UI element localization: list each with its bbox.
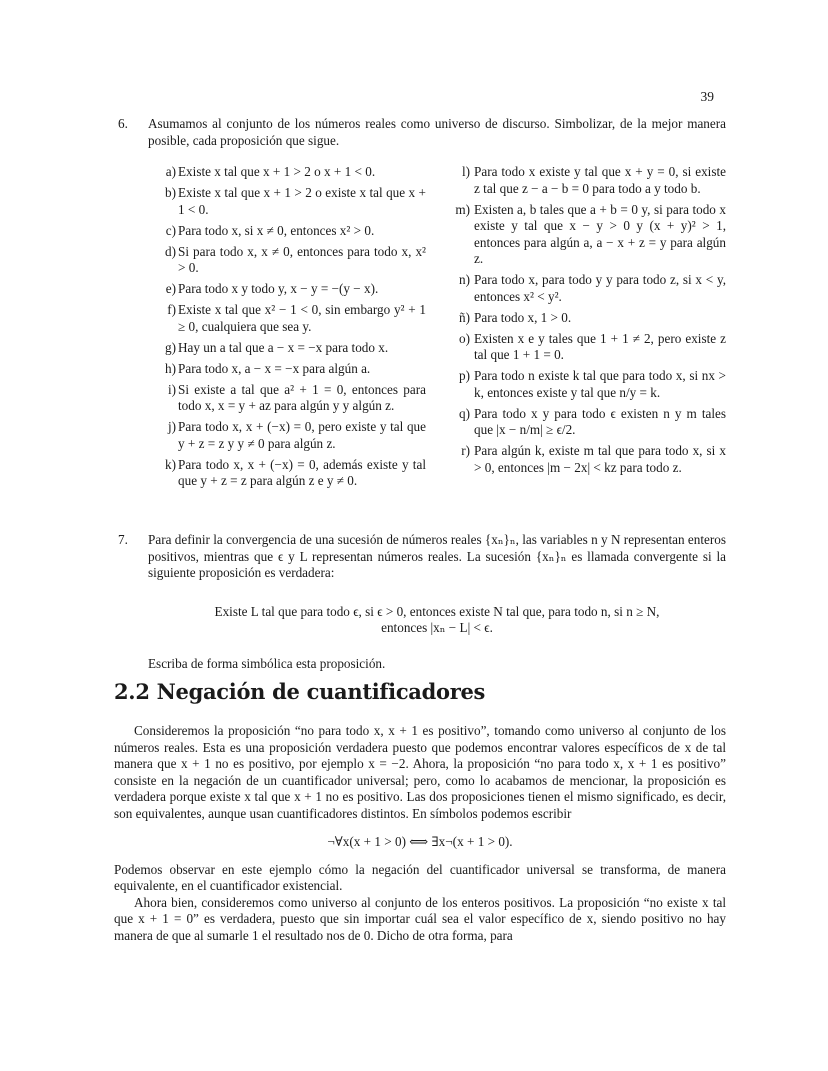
item-label: c) xyxy=(165,222,176,238)
item-text: Para todo x, x + (−x) = 0, pero existe y tal que y + z = z y y ≠ 0 para algún z. xyxy=(178,419,426,451)
list-item xyxy=(158,244,426,277)
list-item xyxy=(158,164,426,181)
item-label: r) xyxy=(461,443,470,458)
item-label: n) xyxy=(459,272,470,287)
item-label: b) xyxy=(165,185,176,200)
list-item xyxy=(158,340,426,357)
item-label: f) xyxy=(167,302,176,317)
exercise-number: 6. xyxy=(118,116,128,131)
list-item xyxy=(448,443,726,476)
item-text: Para todo x, si x ≠ 0, entonces x² > 0. xyxy=(178,222,375,238)
item-text: Hay un a tal que a − x = −x para todo x. xyxy=(178,339,389,355)
item-text: Existen x e y tales que 1 + 1 ≠ 2, pero existe z tal que 1 + 1 = 0. xyxy=(474,330,726,362)
item-text: Para todo n existe k tal que para todo x, si nx > k, entonces existe y tal que n/y = k. xyxy=(474,368,726,400)
page-number: 39 xyxy=(700,89,714,104)
item-text: Para algún k, existe m tal que para todo x, si x > 0, entonces |m − 2x| < kz para todo z. xyxy=(474,443,726,475)
paragraph: Consideremos la proposición “no para todo x, x + 1 es positivo”, tomando como universo al conjunto de los números reales. Esta es una proposición verdadera puesto que podemos encontrar valores específicos de x de tal manera que x + 1 no es positivo, por ejemplo x = −2. Ahora, la proposición “no para todo x, x + 1 es positivo” consiste en la negación de un cuantificador universal; pero, como lo acabamos de mencionar, la proposición es verdadera porque existe x tal que x + 1 no es positivo. Las dos proposiciones tienen el mismo significado, es decir, son equivalentes, aunque usan cuantificadores distintos. En símbolos podemos escribir xyxy=(114,723,726,821)
item-label: j) xyxy=(167,419,176,434)
formula: ¬∀x(x + 1 > 0) ⟺ ∃x¬(x + 1 > 0). xyxy=(327,834,513,849)
list-item xyxy=(448,368,726,401)
item-label: p) xyxy=(459,368,470,383)
item-label: d) xyxy=(165,243,176,259)
list-item xyxy=(158,223,426,240)
definition-line: entonces |xₙ − L| < ϵ. xyxy=(381,620,493,635)
item-text: Para todo x, para todo y y para todo z, si x < y, entonces x² < y². xyxy=(474,272,726,304)
item-text: Para todo x existe y tal que x + y = 0, si existe z tal que z − a − b = 0 para todo a y todo b. xyxy=(474,164,726,196)
list-item xyxy=(158,361,426,378)
right-column xyxy=(448,164,726,494)
item-text: Para todo x, x + (−x) = 0, además existe y tal que y + z = z para algún z e y ≠ 0. xyxy=(178,456,426,488)
item-text: Existen a, b tales que a + b = 0 y, si para todo x existe y tal que x − y > 0 y (x + y)² > 1, entonces para algún a, a − x + z = y para algún z. xyxy=(474,201,726,266)
paragraph: Podemos observar en este ejemplo cómo la negación del cuantificador universal se transforma, de manera equivalente, en el cuantificador existencial. xyxy=(114,861,726,893)
convergence-definition xyxy=(148,604,726,637)
list-item xyxy=(158,281,426,298)
list-item xyxy=(448,202,726,268)
list-item xyxy=(448,310,726,327)
exercise-prompt: Asumamos al conjunto de los números reales como universo de discurso. Simbolizar, de la mejor manera posible, cada proposición que sigue. xyxy=(148,116,726,148)
list-item xyxy=(158,302,426,335)
item-label: h) xyxy=(165,360,176,376)
left-column xyxy=(158,164,426,494)
item-label: k) xyxy=(165,456,176,472)
exercise-intro: Para definir la convergencia de una sucesión de números reales {xₙ}ₙ, las variables n y N representan enteros positivos, mientras que ϵ y L representan números reales. La sucesión {xₙ}ₙ es llamada convergente si la siguiente proposición es verdadera: xyxy=(148,532,726,580)
item-label: i) xyxy=(167,381,176,397)
exercise-number: 7. xyxy=(118,532,128,547)
list-item xyxy=(158,185,426,218)
list-item xyxy=(448,331,726,364)
list-item xyxy=(448,272,726,305)
item-text: Existe x tal que x² − 1 < 0, sin embargo y² + 1 ≥ 0, cualquiera que sea y. xyxy=(178,302,426,334)
list-item xyxy=(158,382,426,415)
item-label: a) xyxy=(165,164,176,179)
item-label: e) xyxy=(165,281,176,296)
section-title: 2.2 Negación de cuantificadores xyxy=(114,679,486,704)
exercise-6 xyxy=(118,116,726,149)
item-text: Existe x tal que x + 1 > 2 o existe x tal que x + 1 < 0. xyxy=(178,185,426,217)
item-label: o) xyxy=(459,330,470,346)
exercise-6-items xyxy=(158,164,726,494)
list-item xyxy=(448,164,726,197)
definition-line: Existe L tal que para todo ϵ, si ϵ > 0, entonces existe N tal que, para todo n, si n ≥ N, xyxy=(214,603,660,619)
list-item xyxy=(158,419,426,452)
item-text: Para todo x, 1 > 0. xyxy=(474,309,572,325)
item-text: Si existe a tal que a² + 1 = 0, entonces para todo x, x = y + az para algún y y algún z. xyxy=(178,381,426,413)
item-text: Para todo x y todo y, x − y = −(y − x). xyxy=(178,281,379,296)
item-label: m) xyxy=(455,201,470,217)
item-text: Para todo x y para todo ϵ existen n y m tales que |x − n/m| ≥ ϵ/2. xyxy=(474,405,726,437)
item-label: l) xyxy=(461,164,470,179)
list-item xyxy=(448,406,726,439)
exercise-instruction: Escriba de forma simbólica esta proposición. xyxy=(148,655,386,671)
list-item xyxy=(158,457,426,490)
item-text: Para todo x, a − x = −x para algún a. xyxy=(178,360,371,376)
paragraph: Ahora bien, consideremos como universo al conjunto de los enteros positivos. La proposición “no existe x tal que x + 1 = 0” es verdadera, puesto que sin importar cuál sea el valor específico de x, siendo positivo no hay manera de que al sumarle 1 el resultado nos de 0. Dicho de otra forma, para xyxy=(114,894,726,943)
item-text: Si para todo x, x ≠ 0, entonces para todo x, x² > 0. xyxy=(178,243,426,275)
exercise-7 xyxy=(118,532,726,672)
item-text: Existe x tal que x + 1 > 2 o x + 1 < 0. xyxy=(178,164,376,179)
item-label: ñ) xyxy=(459,309,470,325)
section-body xyxy=(114,723,726,944)
item-label: g) xyxy=(165,339,176,355)
item-label: q) xyxy=(459,405,470,421)
